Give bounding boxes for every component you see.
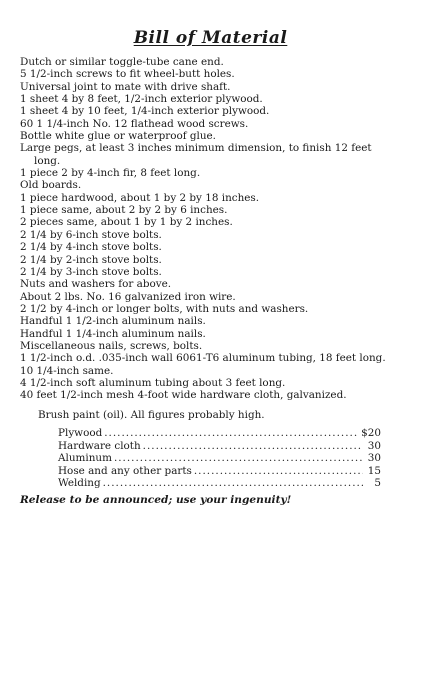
list-item: Miscellaneous nails, screws, bolts. xyxy=(20,339,203,352)
list-item: 5 1/2-inch screws to fit wheel-butt holes. xyxy=(20,68,235,81)
list-item: Handful 1 1/4-inch aluminum nails. xyxy=(20,327,206,340)
list-item: Nuts and washers for above. xyxy=(20,278,172,291)
list-item: 2 1/4 by 3-inch stove bolts. xyxy=(20,265,162,278)
footer-note: Release to be announced; use your ingenuity! xyxy=(20,493,292,506)
list-item: 2 1/4 by 6-inch stove bolts. xyxy=(20,228,162,241)
cost-row xyxy=(58,477,381,490)
list-item: 1 piece 2 by 4-inch fir, 8 feet long. xyxy=(20,167,201,180)
leader-dots xyxy=(114,452,363,465)
cost-row xyxy=(58,465,381,478)
cost-value: 5 xyxy=(374,477,381,490)
cost-label: Plywood xyxy=(58,426,103,439)
list-item: Handful 1 1/2-inch aluminum nails. xyxy=(20,315,206,328)
list-item: 2 1/4 by 2-inch stove bolts. xyxy=(20,253,162,266)
cost-table xyxy=(58,427,381,490)
list-item: Large pegs, at least 3 inches minimum dimension, to finish 12 feet long. xyxy=(20,142,372,167)
list-item: Dutch or similar toggle-tube cane end. xyxy=(20,56,224,68)
list-item: 2 pieces same, about 1 by 1 by 2 inches. xyxy=(20,216,233,229)
leader-dots xyxy=(104,427,359,440)
list-item: 4 1/2-inch soft aluminum tubing about 3 feet long. xyxy=(20,376,286,389)
cost-value: 30 xyxy=(367,439,381,452)
cost-label: Welding xyxy=(58,477,101,490)
list-item: 1 1/2-inch o.d. .035-inch wall 6061-T6 aluminum tubing, 18 feet long. xyxy=(20,352,386,365)
list-item: 60 1 1/4-inch No. 12 flathead wood screws. xyxy=(20,117,249,130)
cost-label: Aluminum xyxy=(58,452,112,465)
list-item: 10 1/4-inch same. xyxy=(20,364,114,377)
list-item: Bottle white glue or waterproof glue. xyxy=(20,130,216,143)
materials-list xyxy=(20,56,401,402)
list-item: 1 sheet 4 by 8 feet, 1/2-inch exterior plywood. xyxy=(20,93,263,106)
list-item: 2 1/4 by 4-inch stove bolts. xyxy=(20,241,162,254)
list-item: 1 piece hardwood, about 1 by 2 by 18 inches. xyxy=(20,191,260,204)
cost-row xyxy=(58,440,381,453)
cost-label: Hose and any other parts xyxy=(58,464,192,477)
list-item: Old boards. xyxy=(20,179,82,192)
leader-dots xyxy=(194,465,363,478)
cost-value: 30 xyxy=(367,452,381,465)
list-item: About 2 lbs. No. 16 galvanized iron wire. xyxy=(20,290,236,303)
list-item: 1 sheet 4 by 10 feet, 1/4-inch exterior plywood. xyxy=(20,105,270,118)
cost-note: Brush paint (oil). All figures probably high. xyxy=(38,408,265,421)
list-item: 2 1/2 by 4-inch or longer bolts, with nuts and washers. xyxy=(20,302,309,315)
cost-value: $20 xyxy=(361,426,381,439)
list-item: Universal joint to mate with drive shaft. xyxy=(20,80,231,93)
cost-value: 15 xyxy=(367,464,381,477)
leader-dots xyxy=(143,440,363,453)
cost-row xyxy=(58,427,381,440)
leader-dots xyxy=(103,477,363,490)
list-item: 40 feet 1/2-inch mesh 4-foot wide hardware cloth, galvanized. xyxy=(20,389,347,402)
document-title: Bill of Material xyxy=(133,28,288,48)
cost-row xyxy=(58,452,381,465)
cost-label: Hardware cloth xyxy=(58,439,141,452)
list-item: 1 piece same, about 2 by 2 by 6 inches. xyxy=(20,204,228,217)
